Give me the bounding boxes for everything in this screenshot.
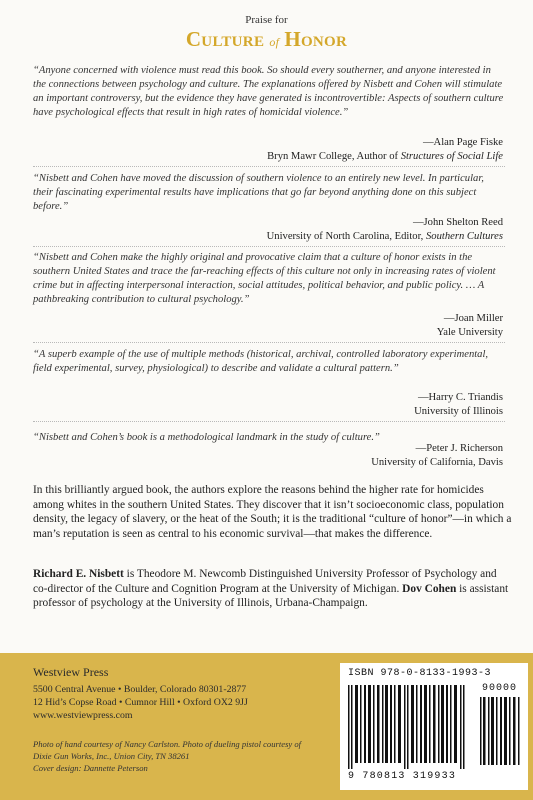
quote-affiliation: University of California, Davis — [371, 457, 503, 468]
barcode-bars — [348, 685, 468, 769]
isbn-number: ISBN 978-0-8133-1993-3 — [348, 668, 492, 679]
quote-affiliation-title: Structures of Social Life — [400, 151, 503, 162]
quote-attribution — [267, 216, 503, 244]
barcode-digits: 9 780813 319933 — [348, 771, 457, 782]
divider — [33, 246, 505, 247]
title-word-culture: Culture — [185, 27, 265, 51]
publisher-address: 12 Hid’s Copse Road • Cumnor Hill • Oxford OX2 9JJ — [33, 697, 248, 708]
book-description: In this brilliantly argued book, the authors explore the reasons behind the higher rate for homicides among whites in the southern United States. They discover that it isn’t socioeconomic class, population density, the legacy of slavery, or the heat of the South; it is the traditional “culture of honor”—in which a man’s reputation is seen as central to his economic survival—that makes the difference. — [33, 484, 512, 540]
price-code: 90000 — [482, 683, 518, 694]
quote-affiliation: University of North Carolina, Editor, — [266, 231, 426, 242]
quote-attribution — [414, 391, 503, 419]
quote-author: —Harry C. Triandis — [417, 392, 503, 403]
author-name: Richard E. Nisbett — [33, 568, 124, 580]
isbn-barcode — [340, 663, 528, 790]
cover-credits — [33, 738, 313, 774]
praise-heading: Praise for — [245, 14, 288, 26]
quote-attribution — [371, 442, 503, 470]
price-barcode-bars — [480, 697, 522, 765]
divider — [33, 342, 505, 343]
author-name: Dov Cohen — [402, 582, 457, 595]
quote-author: —John Shelton Reed — [412, 217, 503, 228]
publisher-address: 5500 Central Avenue • Boulder, Colorado 80301-2877 — [33, 684, 247, 695]
quote-affiliation: University of Illinois — [414, 406, 503, 417]
author-bio: is Theodore M. Newcomb Distinguished University Professor of Psychology and co-director of the Culture and Cognition Program at the University of Michigan. — [33, 568, 497, 595]
quote-author: —Alan Page Fiske — [422, 137, 503, 148]
quote-affiliation-title: Southern Cultures — [425, 231, 503, 242]
quote-author: —Joan Miller — [443, 313, 503, 324]
divider — [33, 421, 505, 422]
title-word-honor: Honor — [284, 27, 348, 51]
publisher-website: www.westviewpress.com — [33, 710, 133, 721]
quote-affiliation: Bryn Mawr College, Author of — [267, 151, 401, 162]
quote-text: “Nisbett and Cohen make the highly original and provocative claim that a culture of honor exists in the southern United States and trace the far-reaching effects of this culture not only in increasing rates of violent crime but in affecting interpersonal interaction, social attitudes, political behavior, and public policy. … A pathbreaking contribution to cultural psychology.” — [33, 252, 496, 305]
divider — [33, 166, 505, 167]
quote-text: “Anyone concerned with violence must read this book. So should every southerner, and anyone interested in the connections between psychology and culture. The explanations offered by Nisbett and Cohen will stimulate an important controversy, but the evidence they have generated is incontrovertible: Aspects of southern culture have psychological effects that result in high rates of homicidal violence.” — [33, 65, 504, 118]
quote-author: —Peter J. Richerson — [415, 443, 503, 454]
quote-text: “Nisbett and Cohen have moved the discussion of southern violence to an entirely new level. In particular, their fascinating experimental results have implications that go far beyond anything done on this subject before.” — [33, 173, 484, 212]
publisher-name: Westview Press — [33, 665, 109, 679]
book-title — [0, 27, 533, 52]
quote-affiliation: Yale University — [436, 327, 503, 338]
design-credit: Cover design: Dannette Peterson — [33, 763, 148, 773]
quote-text: “Nisbett and Cohen’s book is a methodological landmark in the study of culture.” — [33, 432, 380, 443]
author-bio: is assistant professor of psychology at the University of Illinois, Urbana-Champaign. — [33, 582, 509, 610]
quote-attribution — [437, 312, 503, 340]
publisher-band — [0, 653, 533, 800]
quote-attribution — [267, 136, 503, 164]
quote-text: “A superb example of the use of multiple methods (historical, archival, controlled laboratory experimental, field experimental, survey, physiological) to describe and validate a cultural pattern.” — [33, 349, 489, 374]
photo-credit: Photo of hand courtesy of Nancy Carlston. Photo of dueling pistol courtesy of Dixie Gun Works, Inc., Union City, TN 38261 — [33, 739, 302, 761]
title-word-of: of — [269, 35, 280, 49]
author-bios — [33, 567, 513, 611]
